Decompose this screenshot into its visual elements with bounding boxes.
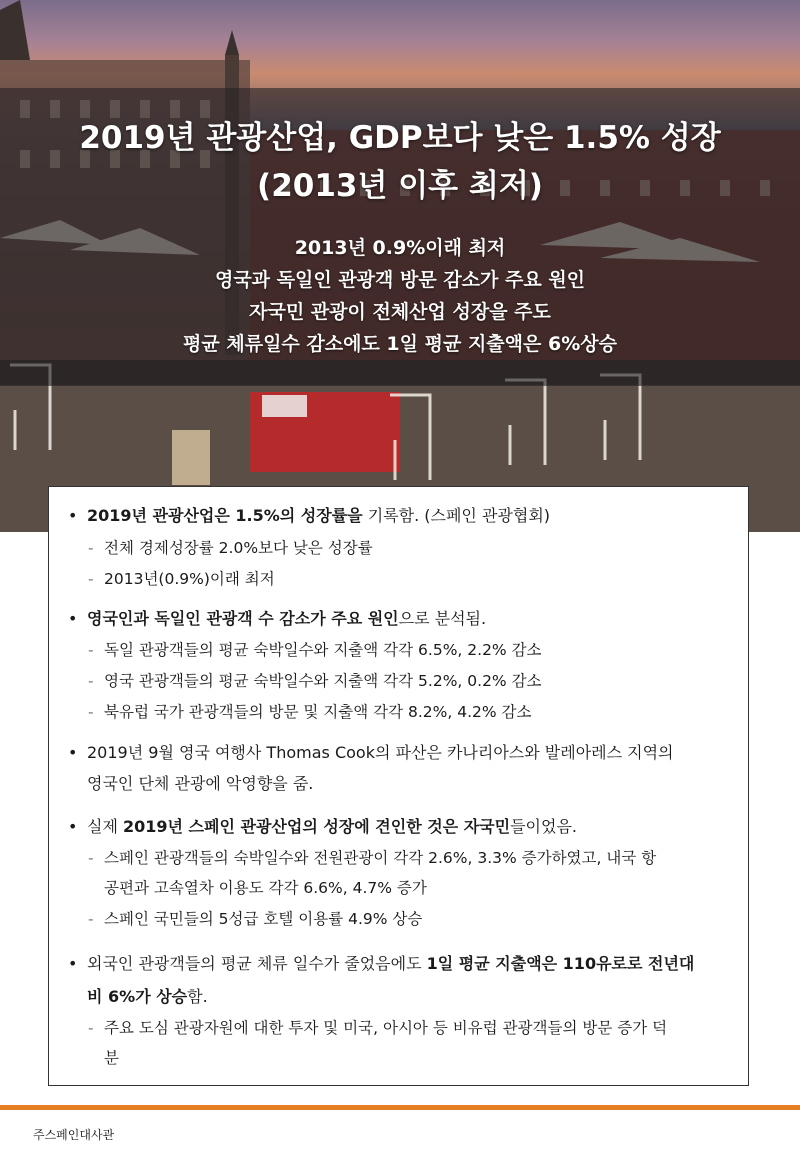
bullet-2-sub-2 <box>88 666 738 697</box>
bullet-4-sub-1-cont <box>88 873 738 904</box>
bullet-1-bold: 2019년 관광산업은 1.5%의 성장률을 <box>87 506 363 525</box>
page-title-line2: (2013년 이후 최저) <box>257 168 543 204</box>
bullet-4-text2: 들이었음. <box>510 817 577 836</box>
bullet-dot: • <box>68 609 78 628</box>
bullet-2 <box>68 603 738 634</box>
sub-text: 스페인 국민들의 5성급 호텔 이용률 4.9% 상승 <box>104 910 423 928</box>
bullet-1 <box>68 500 738 531</box>
sub-text: 영국 관광객들의 평균 숙박일수와 지출액 각각 5.2%, 0.2% 감소 <box>104 672 542 690</box>
subtitle-2: 영국과 독일인 관광객 방문 감소가 주요 원인 <box>214 269 586 291</box>
sub-text: 북유럽 국가 관광객들의 방문 및 지출액 각각 8.2%, 4.2% 감소 <box>104 703 532 721</box>
bullet-1-text: 기록함. (스페인 관광협회) <box>362 506 551 525</box>
bullet-5-bold2: 비 6%가 상승 <box>87 987 188 1006</box>
sub-text: 2013년(0.9%)이래 최저 <box>104 570 275 588</box>
sub-text: 분 <box>104 1049 119 1067</box>
bullet-5-sub-1-cont <box>88 1043 738 1074</box>
dash-marker: - <box>88 910 94 928</box>
bullet-5-bold: 1일 평균 지출액은 110유로로 전년대 <box>426 954 695 973</box>
bullet-5-sub-1 <box>88 1013 738 1044</box>
dash-marker: - <box>88 672 94 690</box>
bullet-2-sub-1 <box>88 635 738 666</box>
bullet-4-bold: 2019년 스페인 관광산업의 성장에 견인한 것은 자국민 <box>123 817 511 836</box>
bullet-5-text2: 함. <box>187 987 208 1006</box>
bullet-1-sub-2 <box>88 564 738 595</box>
subtitle-3: 자국민 관광이 전체산업 성장을 주도 <box>249 301 551 323</box>
bullet-5-cont <box>68 981 738 1012</box>
subtitle-4: 평균 체류일수 감소에도 1일 평균 지출액은 6%상승 <box>183 333 617 355</box>
bullet-dot: • <box>68 743 78 762</box>
footer-source: 주스페인대사관 <box>33 1128 115 1142</box>
bullet-dot: • <box>68 506 78 525</box>
dash-marker: - <box>88 641 94 659</box>
dash-marker: - <box>88 570 94 588</box>
bullet-4-sub-1 <box>88 843 738 874</box>
sub-text: 공편과 고속열차 이용도 각각 6.6%, 4.7% 증가 <box>104 879 427 897</box>
bullet-5-text: 외국인 관광객들의 평균 체류 일수가 줄었음에도 <box>87 954 427 973</box>
dash-marker: - <box>88 539 94 557</box>
bullet-4-text: 실제 <box>87 817 123 836</box>
footer-divider <box>0 1105 800 1110</box>
bullet-dot: • <box>68 954 78 973</box>
dash-marker: - <box>88 703 94 721</box>
sub-text: 전체 경제성장률 2.0%보다 낮은 성장률 <box>104 539 373 557</box>
sub-text: 스페인 관광객들의 숙박일수와 전원관광이 각각 2.6%, 3.3% 증가하였고, 내국 항 <box>104 849 657 867</box>
bullet-2-bold: 영국인과 독일인 관광객 수 감소가 주요 원인 <box>87 609 399 628</box>
sub-text: 주요 도심 관광자원에 대한 투자 및 미국, 아시아 등 비유럽 관광객들의 방문 증가 덕 <box>104 1019 668 1037</box>
bullet-dot: • <box>68 817 78 836</box>
dash-marker: - <box>88 1019 94 1037</box>
bullet-4 <box>68 811 738 842</box>
dash-marker: - <box>88 849 94 867</box>
sub-text: 독일 관광객들의 평균 숙박일수와 지출액 각각 6.5%, 2.2% 감소 <box>104 641 542 659</box>
subtitle-1: 2013년 0.9%이래 최저 <box>294 237 506 259</box>
bullet-4-sub-2 <box>88 904 738 935</box>
bullet-3 <box>68 737 738 768</box>
page-title: 2019년 관광산업, GDP보다 낮은 1.5% 성장 <box>79 120 721 156</box>
bullet-3-line1: 2019년 9월 영국 여행사 Thomas Cook의 파산은 카나리아스와 발레아레스 지역의 <box>87 743 674 762</box>
bullet-3-cont <box>68 768 738 799</box>
bullet-2-text: 으로 분석됨. <box>398 609 487 628</box>
bullet-1-sub-1 <box>88 533 738 564</box>
bullet-5 <box>68 948 738 979</box>
bullet-3-line2: 영국인 단체 관광에 악영향을 줌. <box>87 774 314 793</box>
bullet-2-sub-3 <box>88 697 738 728</box>
